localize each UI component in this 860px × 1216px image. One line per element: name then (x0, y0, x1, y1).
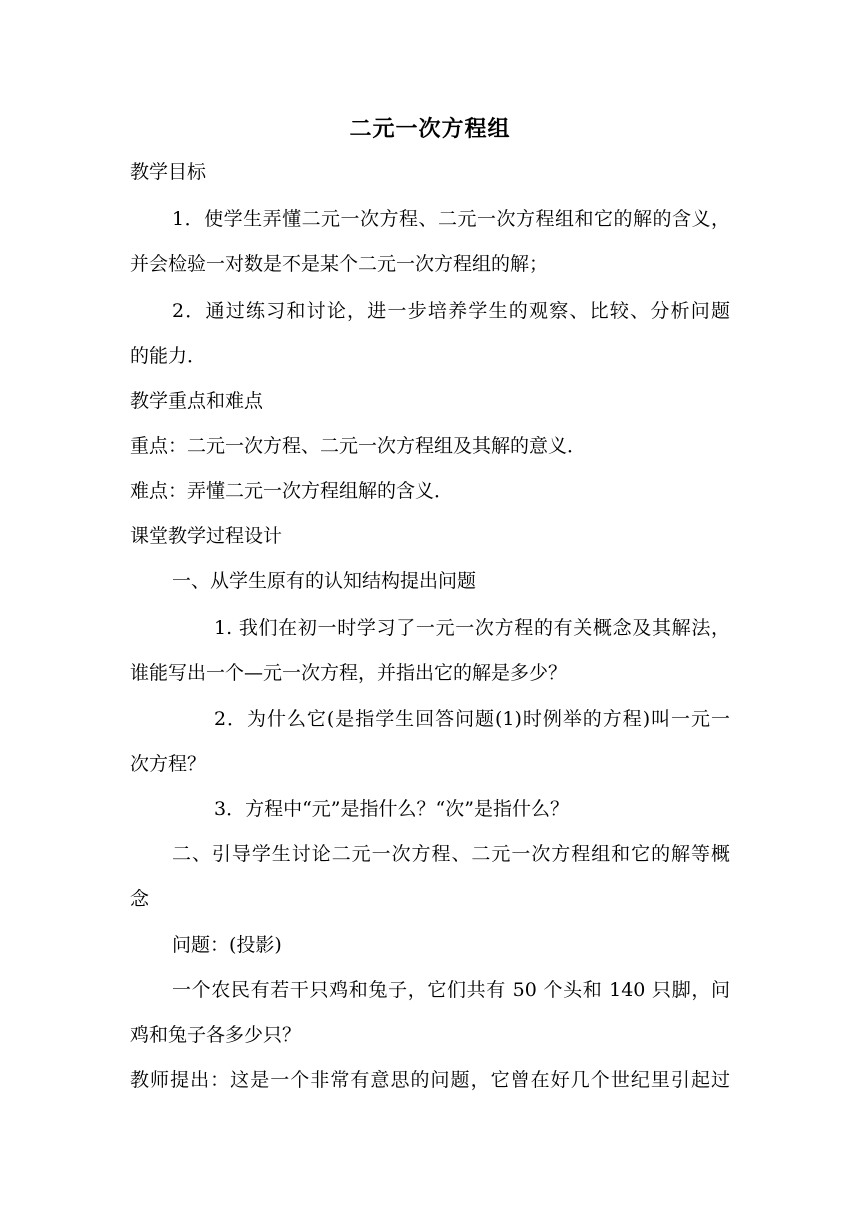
heading-objectives: 教学目标 (130, 161, 207, 183)
paragraph-line: 1. 我们在初一时学习了一元一次方程的有关概念及其解法， (214, 617, 730, 639)
paragraph-line: 重点：二元一次方程、二元一次方程组及其解的意义． (130, 435, 587, 457)
paragraph-line: 的能力． (130, 345, 207, 367)
paragraph-line: 教师提出：这是一个非常有意思的问题，它曾在好几个世纪里引起过 (130, 1069, 730, 1091)
section-heading: 一、从学生原有的认知结构提出问题 (172, 570, 477, 592)
paragraph-line: 2．为什么它(是指学生回答问题(1)时例举的方程)叫一元一 (214, 708, 730, 730)
paragraph-line: 次方程？ (130, 753, 207, 775)
document-title: 二元一次方程组 (349, 116, 511, 142)
paragraph-line: 谁能写出一个—元一次方程，并指出它的解是多少？ (130, 662, 568, 684)
paragraph-line: 一个农民有若干只鸡和兔子，它们共有 50 个头和 140 只脚，问 (172, 979, 730, 1001)
paragraph-line: 3．方程中“元”是指什么？“次”是指什么？ (214, 798, 569, 820)
paragraph-line: 鸡和兔子各多少只？ (130, 1024, 302, 1046)
paragraph-line: 1．使学生弄懂二元一次方程、二元一次方程组和它的解的含义， (172, 208, 730, 230)
paragraph-line: 念 (130, 888, 150, 910)
paragraph-line: 并会检验一对数是不是某个二元一次方程组的解； (130, 253, 549, 275)
paragraph-line: 2．通过练习和讨论，进一步培养学生的观察、比较、分析问题 (172, 300, 730, 322)
heading-key-points: 教学重点和难点 (130, 390, 264, 412)
heading-process: 课堂教学过程设计 (130, 525, 283, 547)
paragraph-line: 难点：弄懂二元一次方程组解的含义． (130, 480, 454, 502)
section-heading: 二、引导学生讨论二元一次方程、二元一次方程组和它的解等概 (172, 843, 730, 865)
paragraph-line: 问题：(投影) (172, 934, 282, 956)
